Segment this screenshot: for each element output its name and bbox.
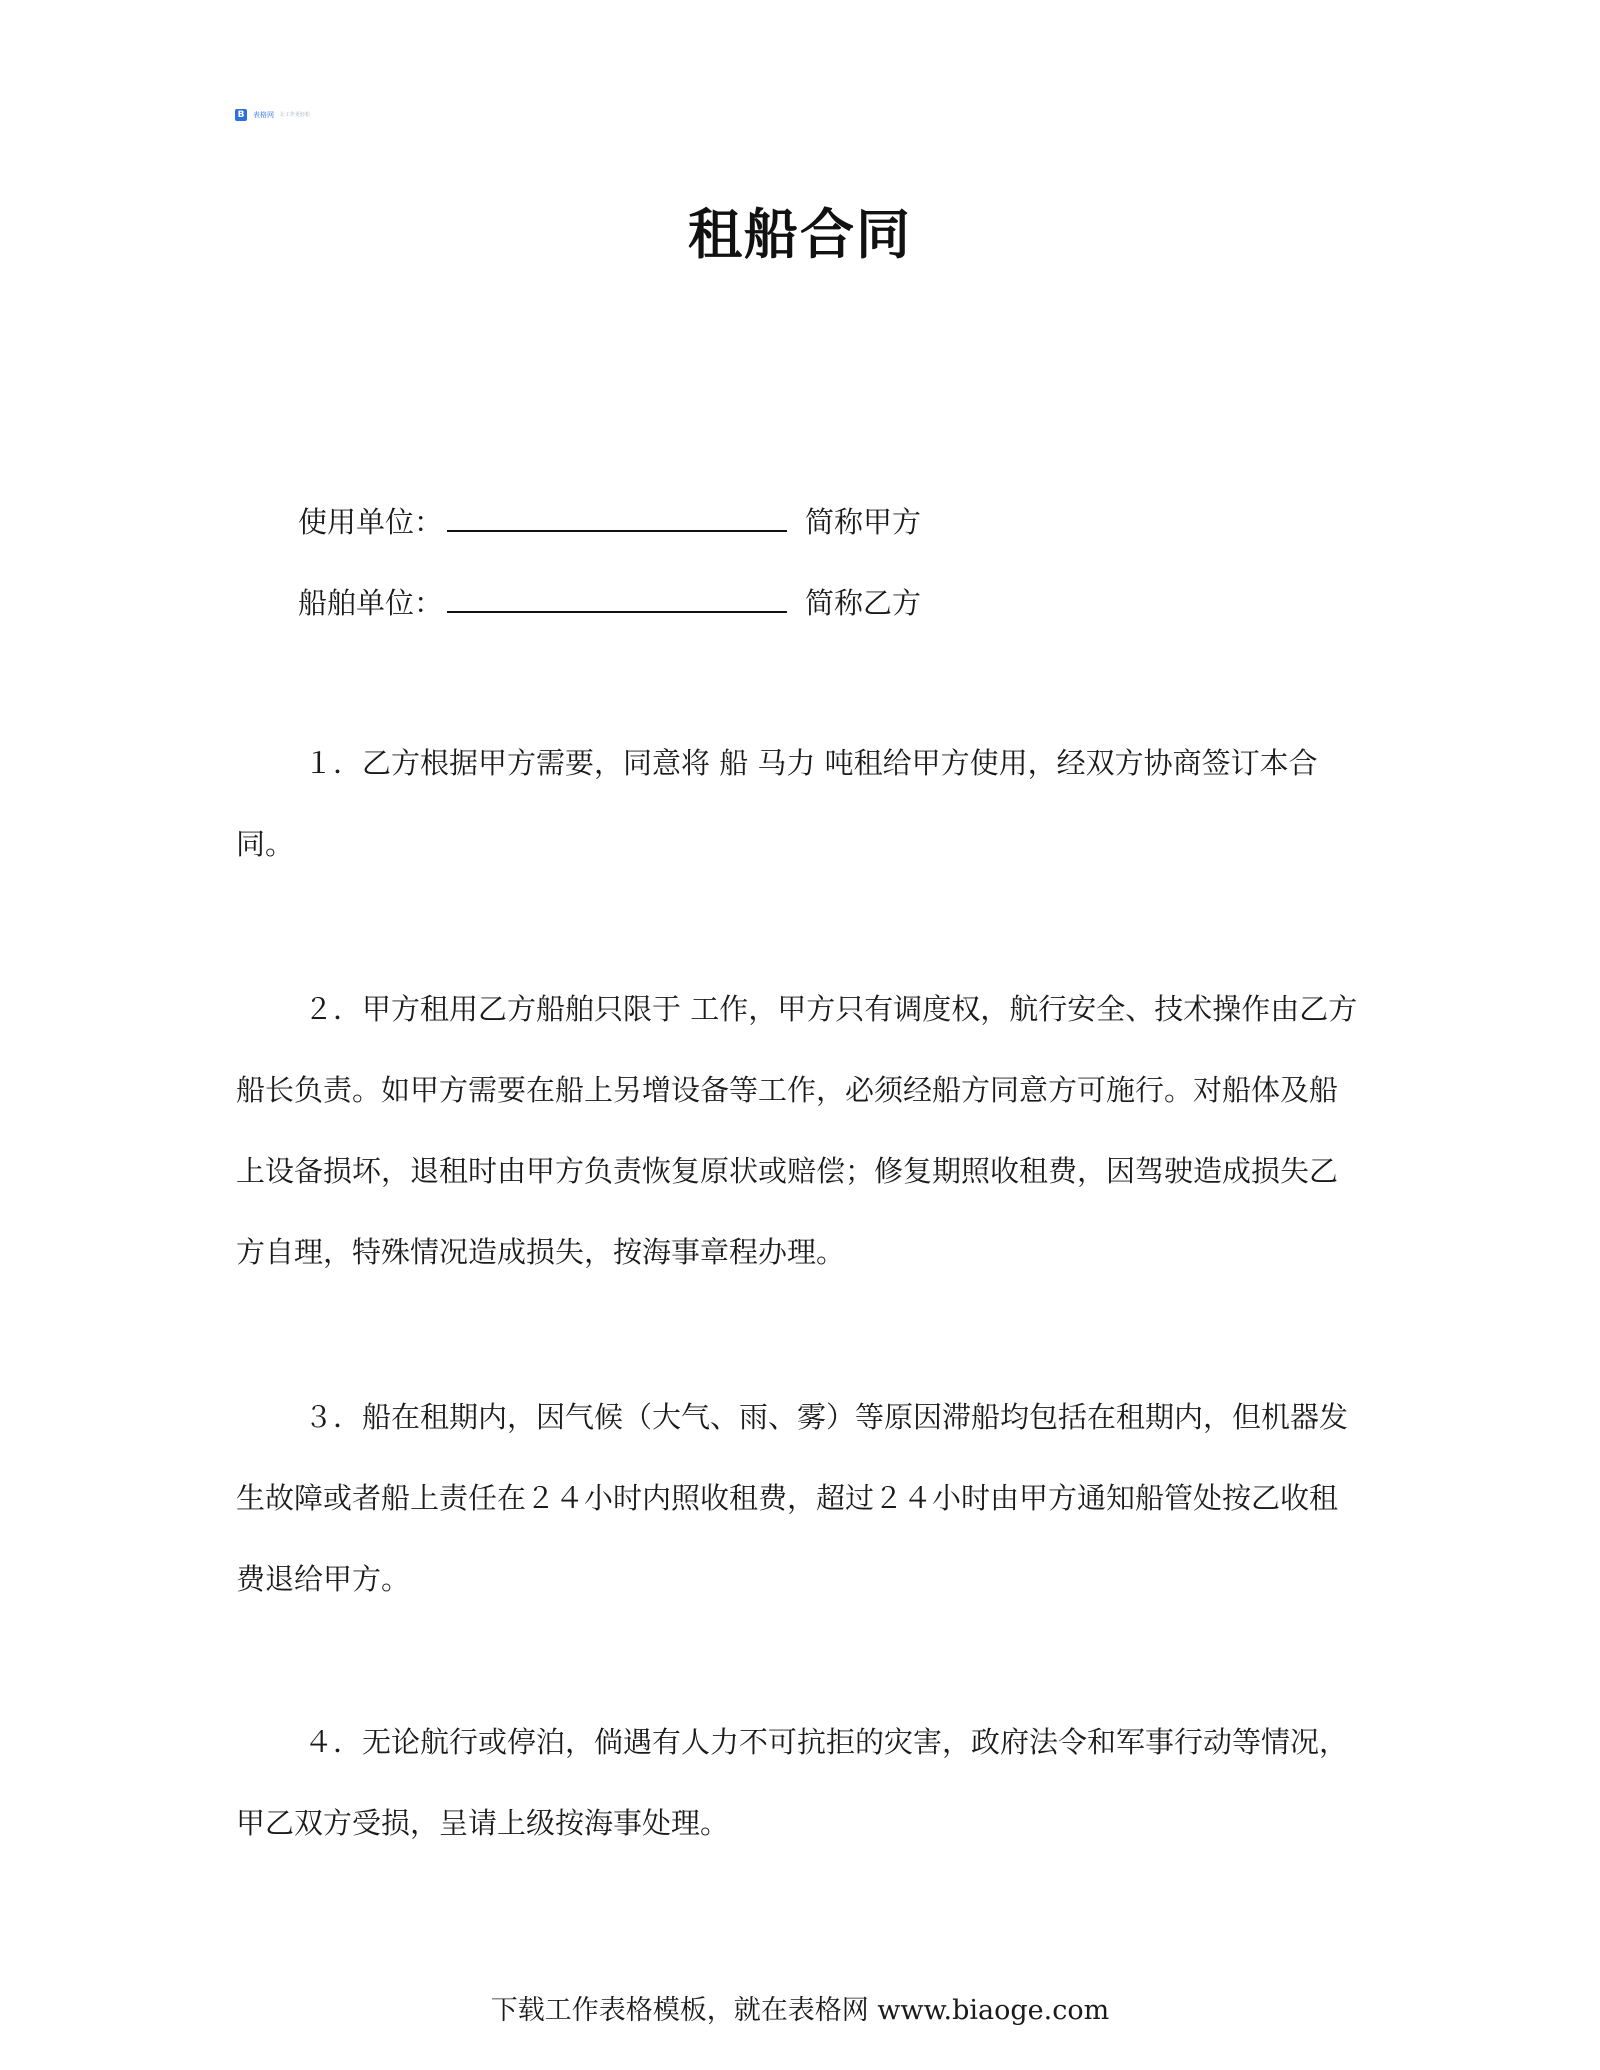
party-b-line — [298, 581, 921, 622]
party-a-line — [298, 500, 921, 541]
site-logo — [235, 108, 310, 122]
clause-3: ３．船在租期内，因气候（大气、雨、雾）等原因滞船均包括在租期内，但机器发生故障或者船上责任在２４小时内照收租费，超过２４小时由甲方通知船管处按乙收租费退给甲方。 — [236, 1400, 1349, 1596]
party-b-label: 船舶单位： — [298, 586, 444, 620]
document-title: 租船合同 — [688, 203, 912, 266]
party-a-label: 使用单位： — [298, 505, 444, 539]
page-footer: 下载工作表格模板，就在表格网 www.biaoge.com — [490, 1995, 1110, 2026]
clause-4: ４．无论航行或停泊，倘遇有人力不可抗拒的灾害，政府法令和军事行动等情况，甲乙双方受损，呈请上级按海事处理。 — [236, 1725, 1349, 1840]
clause-2: ２．甲方租用乙方船舶只限于 工作，甲方只有调度权，航行安全、技术操作由乙方船长负责。如甲方需要在船上另增设备等工作，必须经船方同意方可施行。对船体及船上设备损坏，退租时由甲方负责恢复原状或赔偿；修复期照收租费，因驾驶造成损失乙方自理，特殊情况造成损失，按海事章程办理。 — [236, 992, 1358, 1269]
logo-tagline: 让工作更轻松 — [280, 112, 311, 118]
party-b-suffix: 简称乙方 — [805, 586, 922, 620]
party-a-suffix: 简称甲方 — [805, 505, 922, 539]
party-a-blank — [447, 529, 787, 532]
clause-1: １．乙方根据甲方需要，同意将 船 马力 吨租给甲方使用，经双方协商签订本合同。 — [236, 746, 1318, 861]
biaoge-logo-icon: B — [235, 109, 247, 121]
party-b-blank — [447, 610, 787, 613]
logo-name: 表格网 — [253, 111, 274, 119]
